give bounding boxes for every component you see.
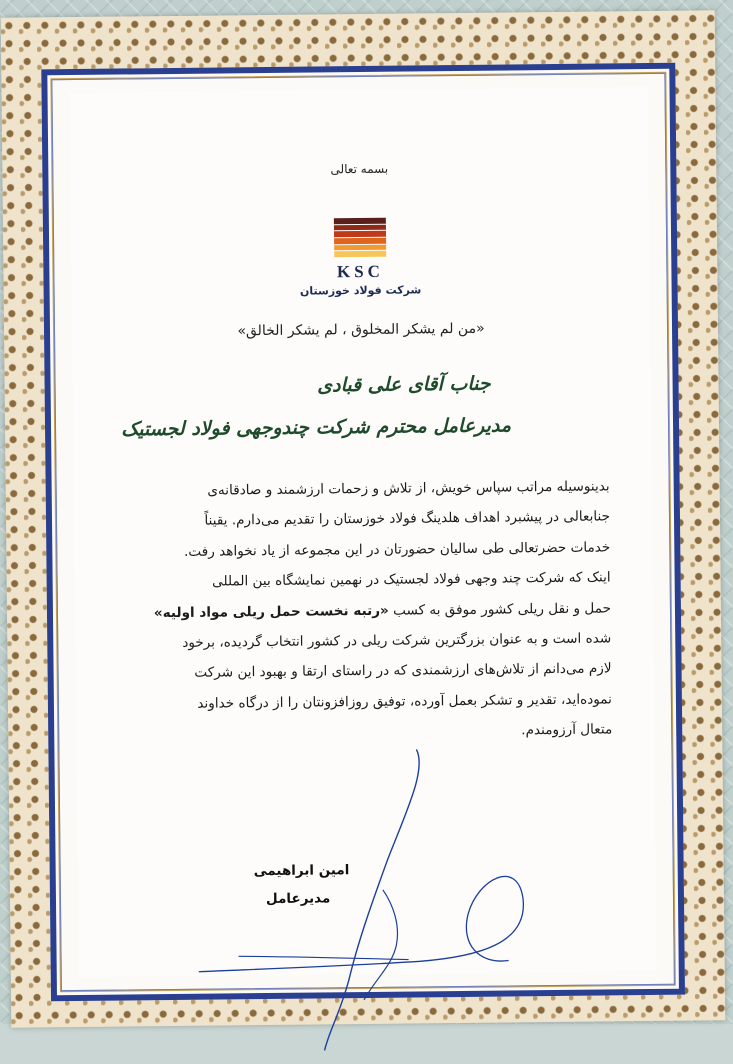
logo-bar: [334, 244, 386, 250]
signatory-name: امین ابراهیمی: [253, 862, 350, 880]
logo-bar: [334, 218, 386, 224]
signature-stroke: [363, 890, 398, 1000]
signature-stroke: [198, 876, 524, 971]
award-highlight: «رتبه نخست حمل ریلی مواد اولیه»: [153, 602, 389, 621]
body-line: متعال آرزومندم.: [521, 721, 613, 739]
logo-company-name: شرکت فولاد خوزستان: [299, 283, 422, 298]
body-line: جنابعالی در پیشبرد اهداف هلدینگ فولاد خوزستان را تقدیم می‌دارم. یقیناً: [204, 508, 611, 530]
body-line: بدینوسیله مراتب سپاس خویش، از تلاش و زحمات ارزشمند و صادقانه‌ی: [207, 478, 610, 499]
invocation-text: بسمه تعالی: [330, 161, 389, 177]
signatory-title: مدیرعامل: [265, 890, 331, 908]
letter-body: [100, 471, 613, 750]
certificate-border: [41, 63, 685, 1002]
quote-text: «من لم یشکر المخلوق ، لم یشکر الخالق»: [237, 320, 485, 340]
body-line: خدمات حضرتعالی طی سالیان حضورتان در این مجموعه از یاد نخواهد رفت.: [183, 539, 611, 560]
certificate-frame: [1, 10, 726, 1027]
body-line: لازم می‌دانم از تلاش‌های ارزشمندی که در راستای ارتقا و بهبود این شرکت: [194, 660, 612, 682]
body-line: نموده‌اید، تقدیر و تشکر بعمل آورده، توفیق روزافزونتان را از درگاه خداوند: [197, 691, 612, 712]
ksc-logo: [334, 218, 386, 259]
body-line: اینک که شرکت چند وجهی فولاد لجستیک در نهمین نمایشگاه بین المللی: [212, 569, 611, 590]
logo-bar: [334, 224, 386, 230]
certificate-content: [70, 87, 657, 977]
body-line: شده است و به عنوان بزرگترین شرکت ریلی در کشور انتخاب گردیده، برخود: [182, 630, 612, 651]
logo-bar: [334, 251, 386, 257]
logo-gradient-bars: [334, 218, 386, 259]
logo-bar: [334, 231, 386, 237]
signature-stroke: [239, 955, 409, 962]
signature-stroke: [321, 749, 422, 1050]
certificate-paper: [70, 87, 657, 977]
handwritten-signature: [176, 728, 539, 1062]
body-line-pre: حمل و نقل ریلی کشور موفق به کسب: [388, 600, 612, 619]
recipient-title: مدیرعامل محترم شرکت چندوجهی فولاد لجستیک: [121, 414, 512, 441]
logo-bar: [334, 238, 386, 244]
recipient-name: جناب آقای علی قبادی: [317, 372, 491, 397]
logo-mark-text: KSC: [336, 261, 384, 282]
